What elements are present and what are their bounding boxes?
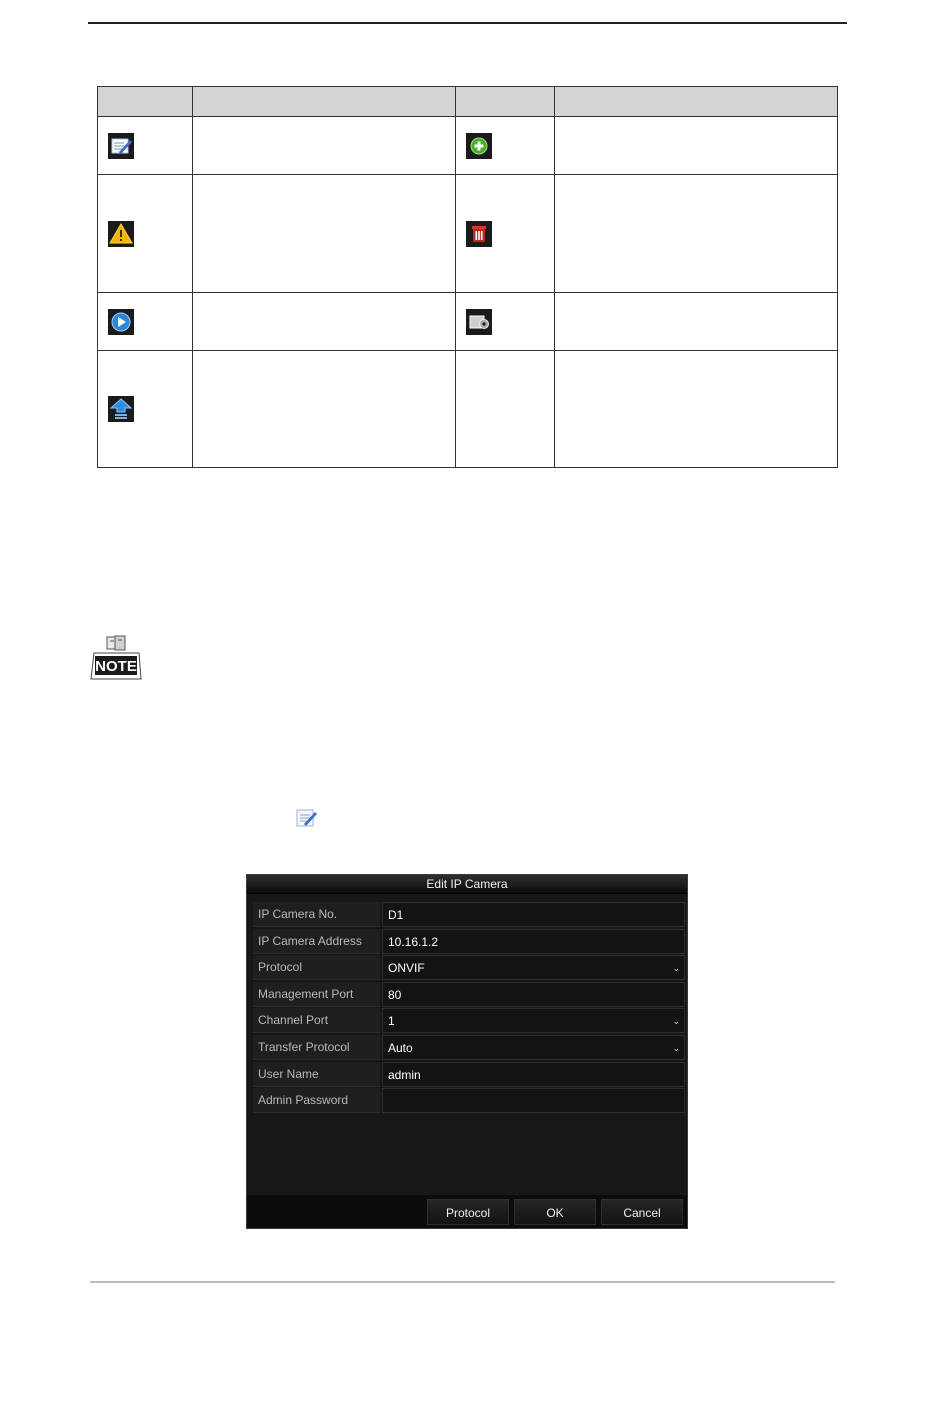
icon-cell [98,293,193,351]
header-cell-icon-2 [456,87,555,117]
admin-password-field[interactable] [382,1088,685,1113]
header-cell-description-1 [193,87,456,117]
cancel-button[interactable]: Cancel [601,1199,683,1225]
description-cell [193,351,456,468]
user-name-field[interactable] [382,1062,685,1087]
management-port-field[interactable] [382,982,685,1007]
settings-icon [465,308,493,336]
table-header-row [98,87,838,117]
field-value: 1 [388,1014,395,1029]
description-cell [555,293,838,351]
description-cell [555,351,838,468]
icon-cell [456,351,555,468]
chevron-down-icon: ⌄ [672,1016,680,1027]
form-row-protocol [253,955,685,981]
description-cell [193,175,456,293]
icon-cell [98,117,193,175]
table-row [98,117,838,175]
field-label: Protocol [253,955,380,980]
edit-icon [107,132,135,160]
field-label: Channel Port [253,1008,380,1033]
chevron-down-icon: ⌄ [672,963,680,974]
field-label: Transfer Protocol [253,1035,380,1060]
table-row [98,293,838,351]
form-row-channel-port [253,1008,685,1034]
description-cell [193,293,456,351]
edit-ip-camera-dialog [246,874,688,1229]
field-value: 10.16.1.2 [388,934,439,949]
ip-camera-no-field[interactable] [382,902,685,927]
field-value: 80 [388,987,402,1002]
protocol-select[interactable] [382,955,685,980]
field-label: Management Port [253,982,380,1007]
field-label: IP Camera No. [253,902,380,927]
icon-cell [98,175,193,293]
field-label: Admin Password [253,1088,380,1113]
icon-cell [456,117,555,175]
ip-camera-address-field[interactable] [382,929,685,954]
field-value: D1 [388,908,404,922]
table-row [98,175,838,293]
icon-cell [98,351,193,468]
header-cell-description-2 [555,87,838,117]
ok-button[interactable]: OK [514,1199,596,1225]
channel-port-select[interactable] [382,1008,685,1033]
camera-form [253,902,685,1115]
warning-icon [107,220,135,248]
table-row [98,351,838,468]
icon-description-table [97,86,838,468]
description-cell [555,117,838,175]
edit-icon [295,807,319,829]
add-icon [465,132,493,160]
form-row-ip-camera-address [253,929,685,955]
header-cell-icon-1 [98,87,193,117]
icon-cell [456,175,555,293]
icon-cell [456,293,555,351]
field-value: Auto [388,1040,413,1055]
note-icon [89,635,143,681]
field-value: ONVIF [388,961,425,976]
dialog-button-bar [247,1195,687,1228]
play-icon [107,308,135,336]
description-cell [193,117,456,175]
protocol-button[interactable]: Protocol [427,1199,509,1225]
field-label: User Name [253,1062,380,1087]
field-value: admin [388,1067,421,1082]
form-row-ip-camera-no [253,902,685,928]
description-cell [555,175,838,293]
dialog-title: Edit IP Camera [247,875,687,894]
form-row-management-port [253,982,685,1008]
upgrade-icon [107,395,135,423]
form-row-admin-password [253,1088,685,1114]
footer-rule [90,1281,835,1283]
delete-icon [465,220,493,248]
form-row-transfer-protocol [253,1035,685,1061]
form-row-user-name [253,1062,685,1088]
field-label: IP Camera Address [253,929,380,954]
transfer-protocol-select[interactable] [382,1035,685,1060]
chevron-down-icon: ⌄ [672,1042,680,1053]
header-rule [88,22,847,24]
note-badge-label: NOTE [95,658,137,675]
